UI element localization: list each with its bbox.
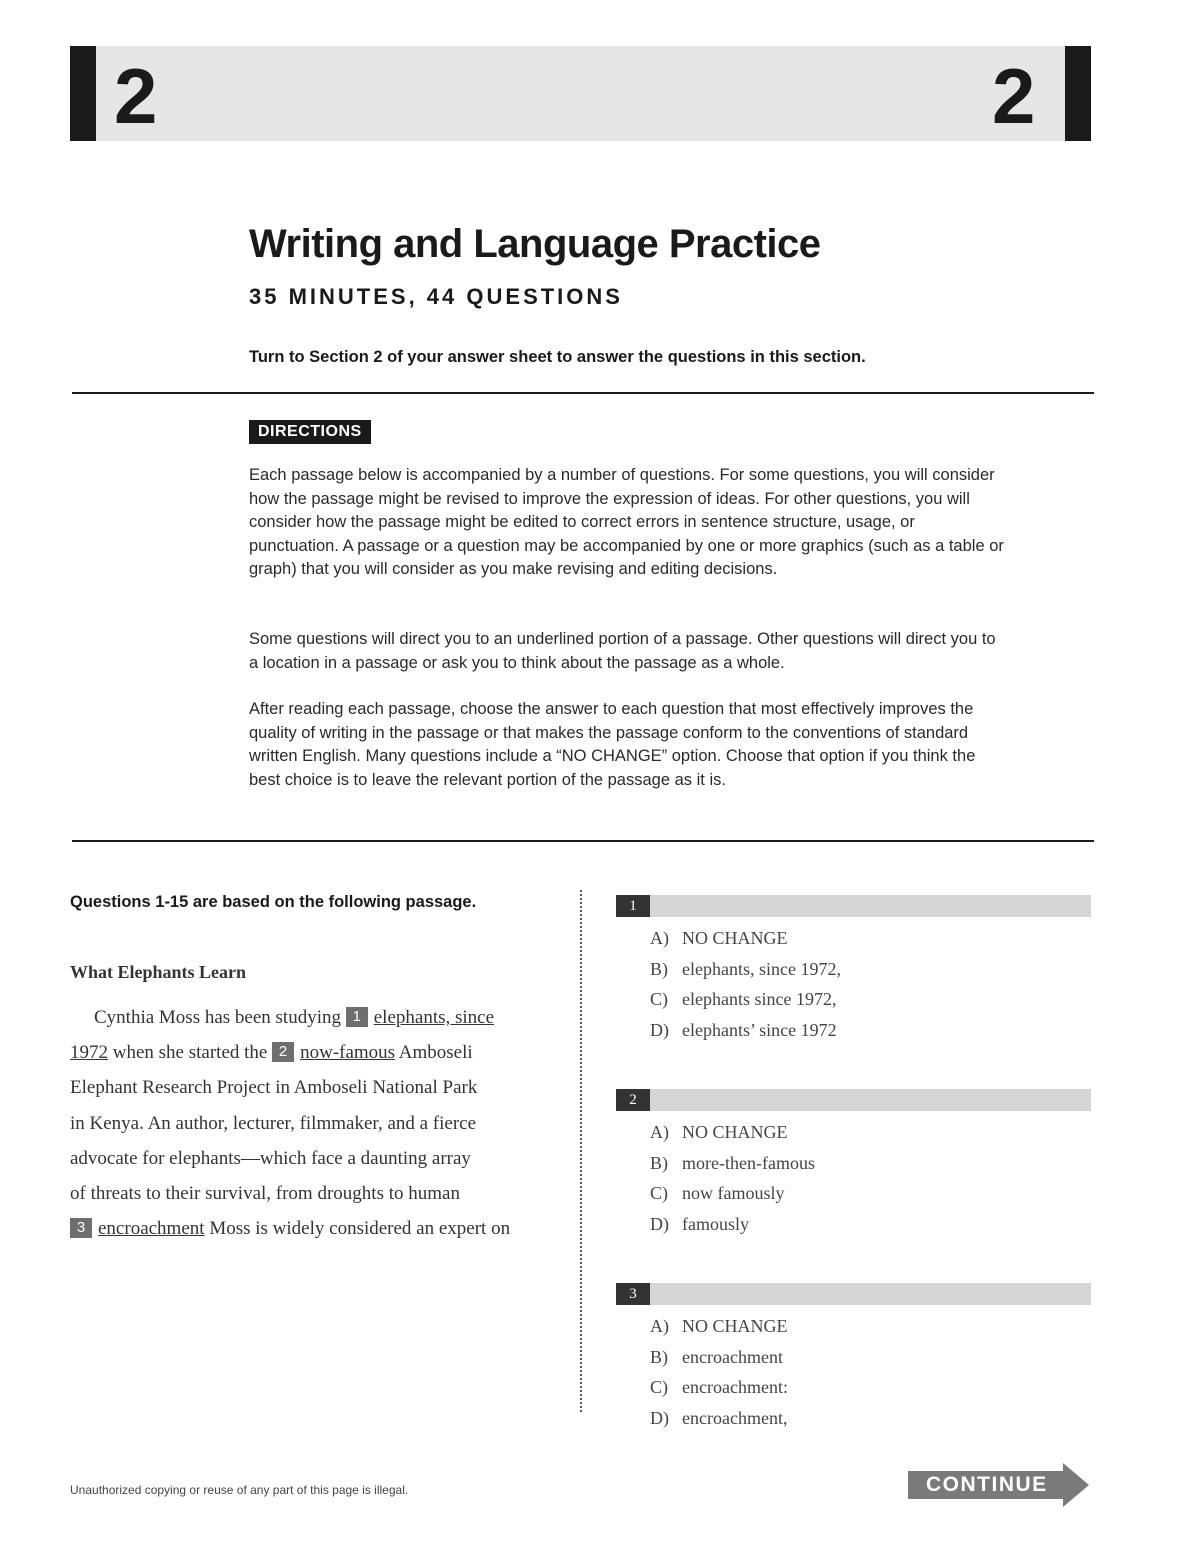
passage-title: What Elephants Learn — [70, 962, 247, 982]
section-header-band — [70, 46, 1091, 141]
passage-body — [70, 1000, 550, 1246]
underlined-portion-1[interactable]: 1972 — [70, 1042, 108, 1064]
passage-line: Elephant Research Project in Amboseli National Park — [70, 1077, 478, 1099]
choice-letter: A) — [650, 928, 669, 948]
passage-line: in Kenya. An author, lecturer, filmmaker, and a fierce — [70, 1112, 477, 1134]
choice-text: famously — [682, 1213, 749, 1234]
question-header-bar — [616, 1283, 1091, 1305]
choice-letter: C) — [650, 1183, 668, 1203]
choice-letter: C) — [650, 989, 668, 1009]
answer-choice-b[interactable] — [650, 1148, 1091, 1179]
choice-text: NO CHANGE — [682, 928, 788, 948]
passage-line — [70, 1211, 550, 1246]
choice-text: encroachment, — [682, 1407, 788, 1428]
question-header — [616, 895, 1091, 917]
column-divider — [580, 890, 582, 1412]
choice-letter: A) — [650, 1122, 669, 1142]
underlined-portion-3[interactable]: encroachment — [98, 1218, 205, 1240]
continue-button[interactable] — [908, 1463, 1088, 1507]
directions-paragraph: Each passage below is accompanied by a number of questions. For some questions, you will consider how the passage might be revised to improve the expression of ideas. For other questions, you will consider how the passage might be edited to correct errors in sentence structure, usage, or punctuation. A passage or a question may be accompanied by one or more graphics (such as a table or graph) that you will consider as you make revising and editing decisions. — [249, 466, 1004, 579]
answer-choice-c[interactable] — [650, 1178, 1091, 1209]
passage-line: of threats to their survival, from droughts to human — [70, 1182, 460, 1204]
question-number: 2 — [616, 1089, 650, 1111]
choice-text: now famously — [682, 1183, 785, 1203]
choice-letter: D) — [650, 1407, 669, 1428]
answer-choice-d[interactable] — [650, 1015, 1091, 1046]
choice-text: encroachment — [682, 1346, 783, 1367]
passage-intro: Questions 1-15 are based on the following passage. — [70, 893, 477, 911]
header-bar-right — [1065, 46, 1091, 141]
directions-paragraph: Some questions will direct you to an underlined portion of a passage. Other questions will direct you to a location in a passage or ask you to think about the passage as a whole. — [249, 630, 996, 672]
choice-letter: B) — [650, 1346, 668, 1367]
page-subtitle: 35 MINUTES, 44 QUESTIONS — [249, 284, 623, 309]
choice-letter: B) — [650, 958, 668, 979]
directions-paragraph: After reading each passage, choose the answer to each question that most effectively improves the quality of writing in the passage or that makes the passage conform to the conventions of standard written English. Many questions include a “NO CHANGE” option. Choose that option if you think the best choice is to leave the relevant portion of the passage as it is. — [249, 700, 976, 789]
choice-text: more-then-famous — [682, 1152, 815, 1173]
question-header-bar — [616, 895, 1091, 917]
answer-choice-d[interactable] — [650, 1403, 1091, 1434]
answer-choice-c[interactable] — [650, 1372, 1091, 1403]
section-number-right: 2 — [992, 52, 1036, 140]
choice-text: NO CHANGE — [682, 1316, 788, 1336]
choice-text: elephants’ since 1972 — [682, 1019, 837, 1040]
question-marker-2[interactable]: 2 — [272, 1042, 294, 1062]
choice-letter: C) — [650, 1377, 668, 1397]
question-marker-3[interactable]: 3 — [70, 1218, 92, 1238]
passage-text: Cynthia Moss has been studying — [94, 1007, 346, 1028]
question-2 — [616, 1089, 1091, 1239]
answer-choice-b[interactable] — [650, 954, 1091, 985]
underlined-portion-2[interactable]: now-famous — [300, 1042, 396, 1064]
question-number: 1 — [616, 895, 650, 917]
choice-letter: A) — [650, 1316, 669, 1336]
passage-line — [70, 1000, 550, 1035]
choice-text: elephants since 1972, — [682, 989, 837, 1009]
copyright-note: Unauthorized copying or reuse of any part of this page is illegal. — [70, 1483, 409, 1497]
passage-text: Amboseli — [395, 1042, 473, 1064]
answer-choice-a[interactable] — [650, 923, 1091, 954]
answer-choices — [650, 923, 1091, 1045]
choice-letter: D) — [650, 1213, 669, 1234]
answer-choice-b[interactable] — [650, 1342, 1091, 1373]
question-3 — [616, 1283, 1091, 1433]
continue-label: CONTINUE — [926, 1473, 1048, 1496]
question-marker-1[interactable]: 1 — [346, 1007, 368, 1027]
question-header-bar — [616, 1089, 1091, 1111]
answer-choice-d[interactable] — [650, 1209, 1091, 1240]
choice-letter: B) — [650, 1152, 668, 1173]
question-header — [616, 1089, 1091, 1111]
divider-rule-top — [72, 392, 1094, 394]
answer-choice-c[interactable] — [650, 984, 1091, 1015]
header-bar-left — [70, 46, 96, 141]
answer-choices — [650, 1117, 1091, 1239]
page-title: Writing and Language Practice — [249, 222, 821, 266]
answer-sheet-instruction: Turn to Section 2 of your answer sheet to answer the questions in this section. — [249, 348, 866, 366]
answer-choice-a[interactable] — [650, 1311, 1091, 1342]
passage-line — [70, 1035, 550, 1070]
passage-line: advocate for elephants—which face a daunting array — [70, 1147, 471, 1169]
answer-choice-a[interactable] — [650, 1117, 1091, 1148]
underlined-portion-1[interactable]: elephants, since — [373, 1007, 495, 1028]
passage-text: when she started the — [108, 1042, 273, 1064]
choice-text: NO CHANGE — [682, 1122, 788, 1142]
question-header — [616, 1283, 1091, 1305]
directions-label: DIRECTIONS — [249, 420, 371, 444]
question-number: 3 — [616, 1283, 650, 1305]
divider-rule-bottom — [72, 840, 1094, 842]
arrow-right-icon — [1063, 1463, 1089, 1507]
passage-text: Moss is widely considered an expert on — [204, 1218, 511, 1240]
question-1 — [616, 895, 1091, 1045]
answer-choices — [650, 1311, 1091, 1433]
section-number-left: 2 — [114, 52, 158, 140]
choice-text: elephants, since 1972, — [682, 958, 841, 979]
choice-text: encroachment: — [682, 1377, 788, 1397]
choice-letter: D) — [650, 1019, 669, 1040]
